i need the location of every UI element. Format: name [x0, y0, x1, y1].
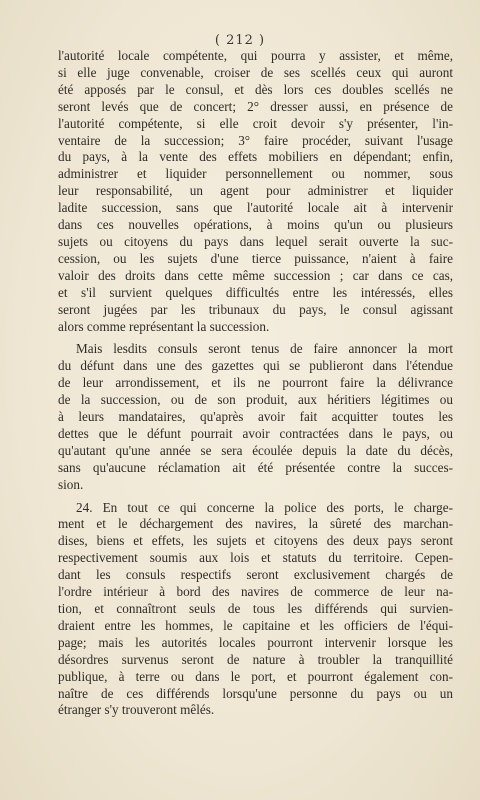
text-line: si elle juge convenable, croiser de ses scellés ceux qui auront: [58, 64, 453, 80]
text-line: sion.: [58, 476, 84, 492]
text-line: Mais lesdits consuls seront tenus de faire annoncer la mort: [76, 341, 453, 357]
text-line: dettes que le défunt pourrait avoir contractées dans le pays, ou: [58, 425, 453, 441]
text-line: qu'autant qu'une année se sera écoulée depuis la date du décès,: [58, 442, 453, 458]
text-line: publique, à terre ou dans le port, et pourront également con-: [58, 668, 453, 684]
text-line: dans ces nouvelles opérations, à moins qu'un ou plusieurs: [58, 217, 453, 233]
text-line: valoir des droits dans cette même succession ; car dans ce cas,: [58, 267, 453, 283]
text-line: leur responsabilité, un agent pour administrer et liquider: [58, 183, 453, 199]
text-line: de leur arrondissement, et ils ne pourront faire la délivrance: [58, 375, 453, 391]
text-line: tion, et connaîtront seuls de tous les différends qui survien-: [58, 601, 453, 616]
text-line: et s'il survient quelques difficultés entre les intéressés, elles: [58, 284, 453, 300]
text-line: draient entre les hommes, le capitaine et les officiers de l'équi-: [58, 617, 453, 633]
text-line: à leurs mandataires, qu'après avoir fait acquitter toutes les: [58, 409, 453, 425]
text-line: alors comme représentant la succession.: [58, 318, 270, 334]
text-line: étranger s'y trouveront mêlés.: [58, 702, 215, 718]
body-text: [58, 48, 453, 719]
text-line: seront jugées par les tribunaux du pays, le consul agissant: [58, 301, 453, 317]
text-line: ment et le déchargement des navires, la sûreté des marchan-: [58, 516, 453, 532]
text-line: 24. En tout ce qui concerne la police des ports, le charge-: [76, 499, 453, 515]
text-line: l'ordre intérieur à bord des navires de commerce de leur na-: [58, 584, 453, 600]
text-line: sans qu'aucune réclamation ait été présentée contre la succes-: [58, 459, 453, 475]
text-line: ladite succession, sans que l'autorité locale ait à intervenir: [58, 200, 453, 216]
text-line: dises, biens et effets, les sujets et citoyens des deux pays seront: [58, 533, 453, 549]
text-line: ventaire de la succession; 3° faire procéder, suivant l'usage: [58, 132, 453, 148]
paragraph: [58, 500, 453, 720]
text-line: du défunt dans une des gazettes qui se publieront dans l'étendue: [58, 358, 453, 374]
text-line: administrer et liquider personnellement ou nommer, sous: [58, 166, 453, 182]
paragraph: [58, 341, 453, 493]
paragraph: [58, 48, 453, 335]
text-line: été apposés par le consul, et dès lors ces doubles scellés ne: [58, 81, 453, 97]
page-number: ( 212 ): [214, 33, 266, 48]
text-line: page; mais les autorités locales pourront intervenir lorsque les: [58, 634, 453, 650]
text-line: désordres survenus seront de nature à troubler la tranquillité: [58, 651, 453, 667]
text-line: du pays, à la vente des effets mobiliers en dépendant; enfin,: [58, 149, 453, 165]
text-line: dant les consuls respectifs seront exclusivement chargés de: [58, 567, 453, 583]
text-line: l'autorité compétente, si elle croit devoir s'y présenter, l'in-: [58, 115, 453, 131]
text-line: naître de ces différends lorsqu'une personne du pays ou un: [58, 685, 453, 701]
text-line: seront levés que de concert; 2° dresser aussi, en présence de: [58, 98, 453, 114]
text-line: de la succession, ou de son produit, aux héritiers légitimes ou: [58, 392, 453, 408]
text-line: l'autorité locale compétente, qui pourra y assister, et même,: [58, 48, 453, 63]
text-line: cession, ou les sujets d'une tierce puissance, n'aient à faire: [58, 250, 453, 266]
text-line: sujets ou citoyens du pays dans lequel serait ouverte la suc-: [58, 233, 453, 249]
text-line: respectivement soumis aux lois et statuts du territoire. Cepen-: [58, 550, 453, 566]
